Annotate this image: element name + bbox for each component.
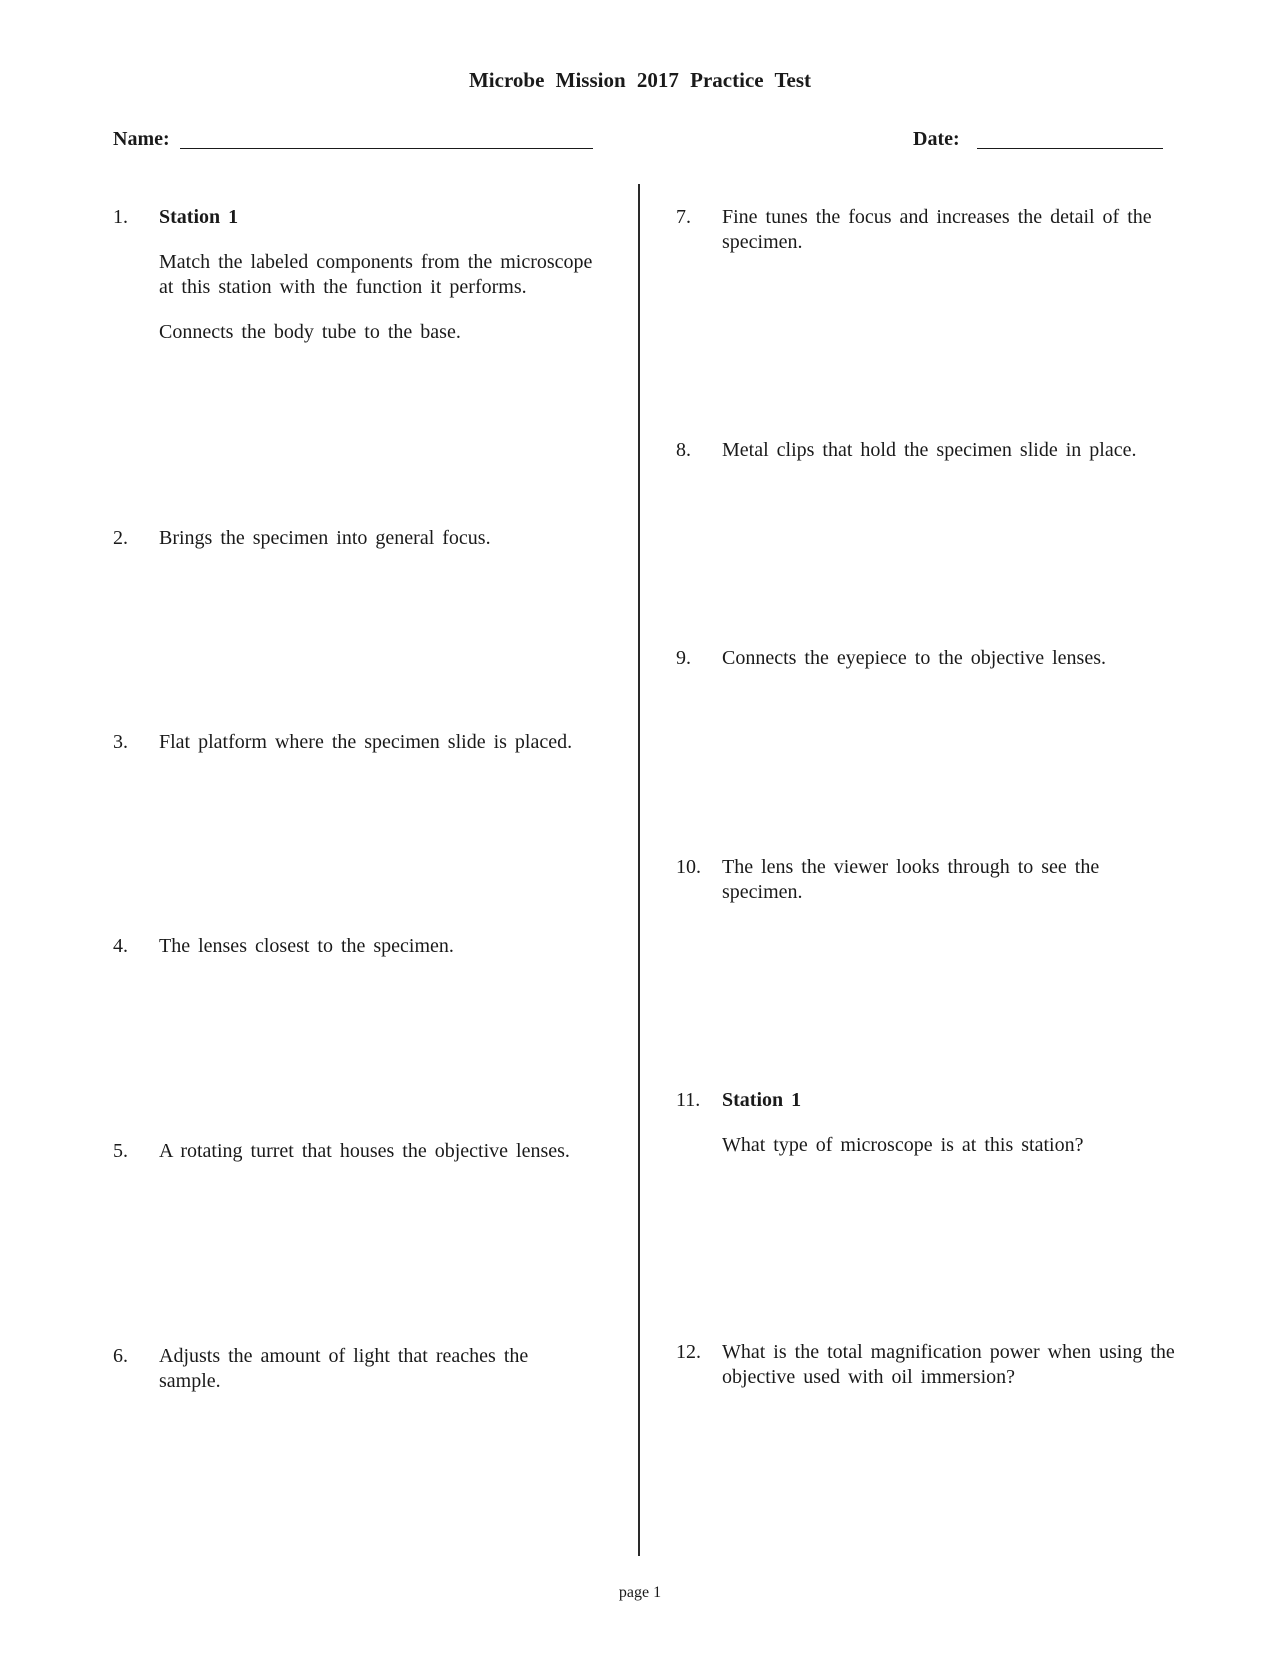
question-number: 2. [113,527,128,549]
question-number: 8. [676,439,691,461]
date-blank-line [977,148,1163,149]
page-number: page 1 [618,1584,662,1601]
question-heading: Station 1 [159,206,239,228]
question-text: Flat platform where the specimen slide is placed. [159,731,573,753]
question-text: A rotating turret that houses the objective lenses. [159,1140,570,1162]
question-number: 12. [676,1341,701,1363]
question-number: 6. [113,1345,128,1367]
question-5 [113,1139,613,1184]
question-text: The lenses closest to the specimen. [159,935,454,957]
question-text: Fine tunes the focus and increases the detail of the specimen. [722,206,1152,253]
question-text: What is the total magnification power when using the objective used with oil immersion? [722,1341,1175,1388]
question-7 [676,205,1166,275]
question-text: Connects the body tube to the base. [159,321,461,343]
question-number: 3. [113,731,128,753]
question-number: 7. [676,206,691,228]
question-1 [113,205,613,365]
question-intro: Match the labeled components from the microscope at this station with the function it performs. [159,251,593,298]
question-text: Connects the eyepiece to the objective lenses. [722,647,1106,669]
question-10 [676,855,1156,925]
name-label: Name: [113,128,170,150]
question-2 [113,526,613,571]
question-9 [676,646,1176,691]
name-blank-line [180,148,593,149]
question-12 [676,1340,1176,1410]
question-heading: Station 1 [722,1089,802,1111]
question-text: Brings the specimen into general focus. [159,527,491,549]
question-11 [676,1088,1176,1178]
question-number: 10. [676,856,701,878]
question-number: 5. [113,1140,128,1162]
question-text: Adjusts the amount of light that reaches the sample. [159,1345,529,1392]
question-number: 11. [676,1089,701,1111]
question-text: Metal clips that hold the specimen slide in place. [722,439,1137,461]
page-title: Microbe Mission 2017 Practice Test [468,68,812,92]
date-label: Date: [913,128,960,150]
question-6 [113,1344,583,1414]
question-text: What type of microscope is at this station? [722,1134,1084,1156]
question-4 [113,934,613,979]
question-8 [676,438,1176,483]
question-3 [113,730,613,775]
question-number: 4. [113,935,128,957]
question-number: 1. [113,206,128,228]
question-number: 9. [676,647,691,669]
column-divider [638,184,640,1556]
question-text: The lens the viewer looks through to see the specimen. [722,856,1100,903]
